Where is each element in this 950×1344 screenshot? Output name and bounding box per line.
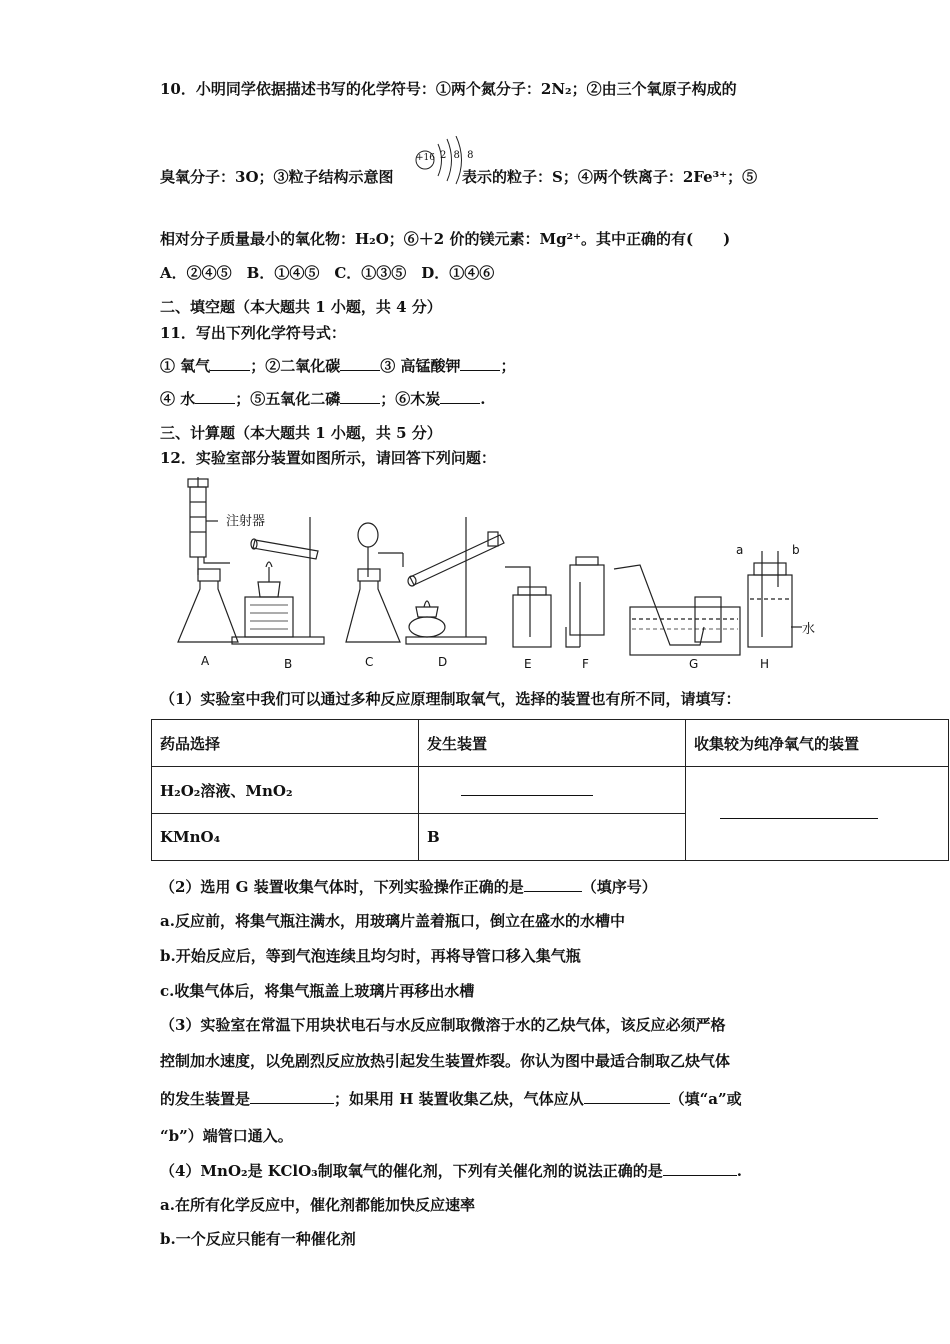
q11-charcoal-label: ；⑥木炭 xyxy=(380,390,441,408)
apparatus-e xyxy=(505,567,551,647)
q12-part2-option-c: c.收集气体后，将集气瓶盖上玻璃片再移出水槽 xyxy=(160,982,475,1000)
q12-part4-option-a: a.在所有化学反应中，催化剂都能加快反应速率 xyxy=(160,1196,475,1214)
lab-apparatus-diagram xyxy=(170,477,830,672)
q11-p2o5-label: ；⑤五氧化二磷 xyxy=(235,390,341,408)
q10-line2-b: 表示的粒子：S；④两个铁离子：2Fe³⁺；⑤ xyxy=(461,168,758,186)
label-f: F xyxy=(582,657,589,671)
q12-part2-option-a: a.反应前，将集气瓶注满水，用玻璃片盖着瓶口，倒立在盛水的水槽中 xyxy=(160,912,625,930)
q11-row2-end: . xyxy=(480,390,486,408)
q12-title: 12．实验室部分装置如图所示，请回答下列问题： xyxy=(160,449,496,467)
q12-part4-text: （4）MnO₂是 KClO₃制取氧气的催化剂，下列有关催化剂的说法正确的是 xyxy=(160,1162,663,1180)
q11-blank-5[interactable] xyxy=(340,389,380,404)
syringe-label: 注射器 xyxy=(226,514,266,529)
table-generator-h2o2 xyxy=(419,767,686,814)
water-label: 水 xyxy=(802,622,816,637)
apparatus-f xyxy=(566,557,604,647)
q12-part4-blank[interactable] xyxy=(663,1161,737,1176)
q12-part3-line2: 控制加水速度，以免剧烈反应放热引起发生装置炸裂。你认为图中最适合制取乙炔气体 xyxy=(160,1052,731,1070)
q12-part3-text-a: 的发生装置是 xyxy=(160,1090,251,1108)
label-h: H xyxy=(760,657,770,671)
q10-line1: 10．小明同学依据描述书写的化学符号：①两个氮分子：2N₂；②由三个氧原子构成的 xyxy=(160,80,737,98)
q12-part3-text-b: ；如果用 H 装置收集乙炔，气体应从 xyxy=(334,1090,584,1108)
q11-title: 11．写出下列化学符号式： xyxy=(160,324,346,342)
q12-part3-blank-1[interactable] xyxy=(250,1089,334,1104)
q12-part3-text-c: （填“a”或 xyxy=(669,1090,742,1108)
q12-part3-blank-2[interactable] xyxy=(584,1089,670,1104)
q11-blank-4[interactable] xyxy=(195,389,235,404)
apparatus-h xyxy=(748,551,802,647)
q11-row1 xyxy=(160,355,516,376)
q11-water-label: ④ 水 xyxy=(160,390,196,408)
q11-kmno4-label: ③ 高锰酸钾 xyxy=(380,357,461,375)
q11-row1-end: ； xyxy=(500,357,516,375)
label-a: A xyxy=(201,654,210,668)
label-e: E xyxy=(524,657,532,671)
q12-part3-line1: （3）实验室在常温下用块状电石与水反应制取微溶于水的乙炔气体，该反应必须严格 xyxy=(160,1016,726,1034)
label-b: B xyxy=(284,657,293,671)
q11-blank-6[interactable] xyxy=(440,389,480,404)
q10-line3: 相对分子质量最小的氧化物：H₂O；⑥＋2 价的镁元素：Mg²⁺。其中正确的有( ) xyxy=(160,230,731,248)
q11-oxygen-label: ① 氧气 xyxy=(160,357,211,375)
apparatus-d xyxy=(406,517,504,644)
atom-nucleus: +16 xyxy=(416,153,435,163)
table-blank-generator[interactable] xyxy=(461,781,593,796)
oxygen-device-table xyxy=(151,719,949,861)
q11-blank-1[interactable] xyxy=(210,356,250,371)
q11-row2 xyxy=(160,388,486,409)
port-b-label: b xyxy=(792,543,800,557)
q12-part4-option-b: b.一个反应只能有一种催化剂 xyxy=(160,1230,356,1248)
q12-part3-line3 xyxy=(160,1088,742,1109)
apparatus-c xyxy=(346,523,403,642)
q10-options: A．②④⑤ B．①④⑤ C．①③⑤ D．①④⑥ xyxy=(160,264,495,282)
table-drug-kmno4: KMnO₄ xyxy=(152,814,419,861)
atom-shells: 2 8 8 xyxy=(440,150,476,161)
label-c: C xyxy=(365,655,374,669)
label-g: G xyxy=(689,657,699,671)
port-a-label: a xyxy=(736,543,744,557)
q12-part2 xyxy=(160,876,657,897)
q11-blank-3[interactable] xyxy=(460,356,500,371)
q12-part4-tail: . xyxy=(736,1162,742,1180)
table-generator-kmno4: B xyxy=(419,814,686,861)
apparatus-a xyxy=(178,477,238,642)
table-header-collector: 收集较为纯净氧气的装置 xyxy=(686,720,949,767)
q11-co2-label: ；②二氧化碳 xyxy=(250,357,341,375)
q12-part3-line4: “b”）端管口通入。 xyxy=(160,1127,293,1145)
table-drug-h2o2: H₂O₂溶液、MnO₂ xyxy=(152,767,419,814)
q12-part2-blank[interactable] xyxy=(524,877,582,892)
apparatus-g xyxy=(614,565,740,655)
q10-line2-a: 臭氧分子：3O；③粒子结构示意图 xyxy=(160,168,394,186)
q12-part2-text: （2）选用 G 装置收集气体时，下列实验操作正确的是 xyxy=(160,878,524,896)
section3-heading: 三、计算题（本大题共 1 小题，共 5 分） xyxy=(160,424,442,442)
q11-blank-2[interactable] xyxy=(340,356,380,371)
atom-structure-diagram xyxy=(414,136,476,190)
table-header-generator: 发生装置 xyxy=(419,720,686,767)
section2-heading: 二、填空题（本大题共 1 小题，共 4 分） xyxy=(160,298,442,316)
label-d: D xyxy=(438,655,448,669)
q12-part4 xyxy=(160,1160,742,1181)
table-blank-collector[interactable] xyxy=(720,804,878,819)
table-header-drug: 药品选择 xyxy=(152,720,419,767)
apparatus-b xyxy=(232,517,324,644)
q12-part2-tail: （填序号） xyxy=(581,878,657,896)
q12-part1: （1）实验室中我们可以通过多种反应原理制取氧气，选择的装置也有所不同，请填写： xyxy=(160,690,741,708)
q12-part2-option-b: b.开始反应后，等到气泡连续且均匀时，再将导管口移入集气瓶 xyxy=(160,947,581,965)
table-collector-cell xyxy=(686,767,949,861)
